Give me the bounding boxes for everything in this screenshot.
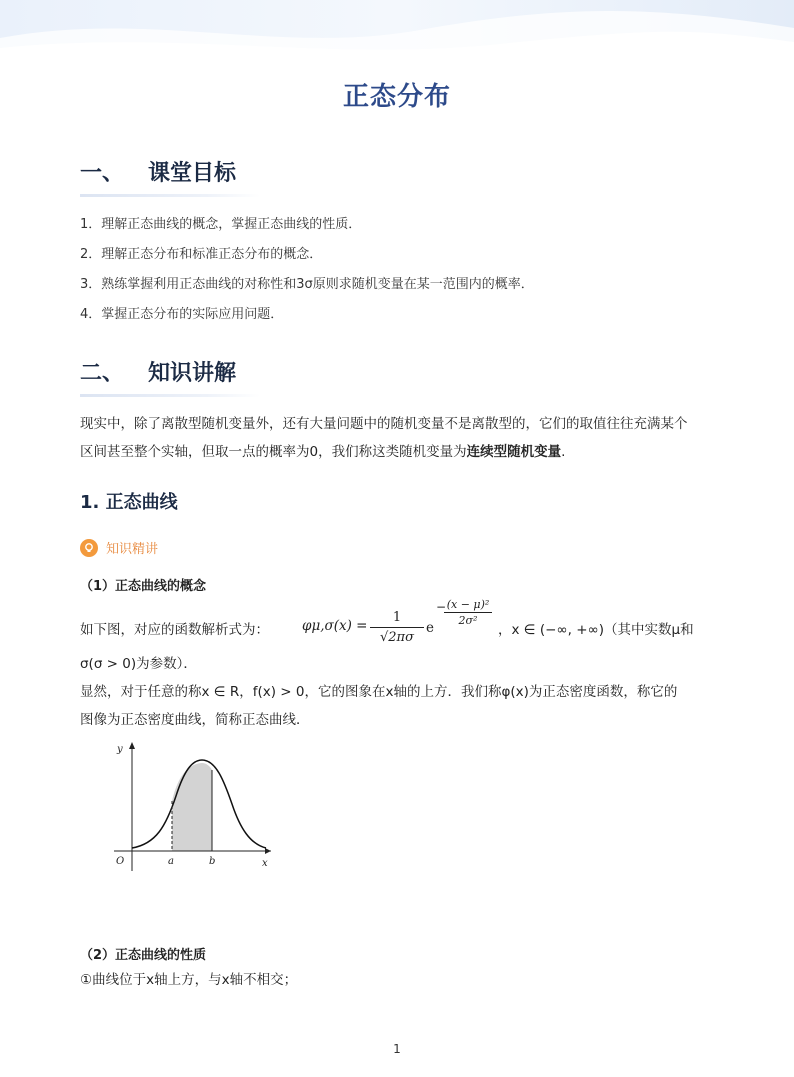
description-line: 显然，对于任意的称x ∈ R，f(x) > 0，它的图象在x轴的上方．我们称φ(x)为正态密度函数，称它的 [80, 684, 678, 700]
y-axis-arrow [129, 742, 135, 749]
intro-paragraph [80, 410, 720, 466]
y-axis-label: y [117, 744, 123, 755]
goal-item: 1．理解正态曲线的概念，掌握正态曲线的性质． [80, 217, 362, 232]
shaded-area [172, 763, 212, 851]
fraction-bar [444, 612, 492, 613]
intro-line [80, 438, 720, 466]
property-item: ①曲线位于x轴上方，与x轴不相交； [80, 972, 298, 988]
section-title: 课堂目标 [148, 161, 237, 186]
x-axis-label: x [262, 858, 268, 869]
header-banner [0, 0, 794, 60]
x-axis-arrow [265, 848, 271, 854]
concept-heading: （1）正态曲线的概念 [80, 579, 207, 594]
heading-underline [80, 394, 260, 397]
goal-list [80, 210, 534, 330]
description-line: 图像为正态密度曲线，简称正态曲线． [80, 712, 310, 728]
fraction-bar [370, 627, 424, 628]
formula-fraction [370, 610, 424, 645]
intro-text: . [561, 444, 566, 460]
intro-line: 现实中，除了离散型随机变量外，还有大量问题中的随机变量不是离散型的，它们的取值往往充满某个 [80, 416, 688, 432]
callout-label: 知识精讲 [106, 542, 159, 557]
lightbulb-icon [80, 539, 98, 557]
exponent-denominator: 2σ² [458, 614, 478, 627]
subsection-title: 1. 正态曲线 [80, 492, 178, 513]
formula-lead: 如下图，对应的函数解析式为： [80, 622, 269, 638]
normal-curve-figure [106, 736, 276, 876]
formula-numerator: 1 [392, 610, 402, 625]
exponent-fraction [444, 598, 492, 627]
page-title: 正态分布 [342, 82, 451, 112]
section-heading-knowledge [80, 356, 236, 387]
exponent-numerator: (x − μ)² [446, 598, 490, 611]
heading-underline [80, 194, 260, 197]
knowledge-callout [80, 538, 158, 557]
section-number: 一、 [80, 161, 125, 186]
exponent-minus: − [436, 600, 447, 614]
origin-label: O [116, 856, 125, 867]
goal-item: 2．理解正态分布和标准正态分布的概念． [80, 247, 323, 262]
page-number: 1 [393, 1042, 401, 1056]
property-heading: （2）正态曲线的性质 [80, 948, 207, 963]
formula-lhs: φμ,σ(x) = [302, 618, 368, 634]
section-title: 知识讲解 [148, 361, 237, 386]
goal-item: 3．熟练掌握利用正态曲线的对称性和3σ原则求随机变量在某一范围内的概率． [80, 277, 534, 292]
goal-item: 4．掌握正态分布的实际应用问题． [80, 307, 284, 322]
formula-domain: ，x ∈ (−∞, +∞)（其中实数μ和 [498, 622, 694, 638]
section-number: 二、 [80, 361, 125, 386]
formula-denominator: √2πσ [380, 630, 414, 645]
intro-bold-term: 连续型随机变量 [466, 444, 562, 460]
description-paragraph [80, 678, 720, 734]
intro-text: 区间甚至整个实轴，但取一点的概率为0，我们称这类随机变量为 [80, 444, 467, 460]
a-label: a [168, 856, 174, 867]
b-label: b [209, 856, 216, 867]
section-heading-goals [80, 156, 236, 187]
formula-e: e [426, 620, 434, 636]
formula-params: σ(σ > 0)为参数）． [80, 656, 197, 672]
formula-line [80, 598, 720, 658]
